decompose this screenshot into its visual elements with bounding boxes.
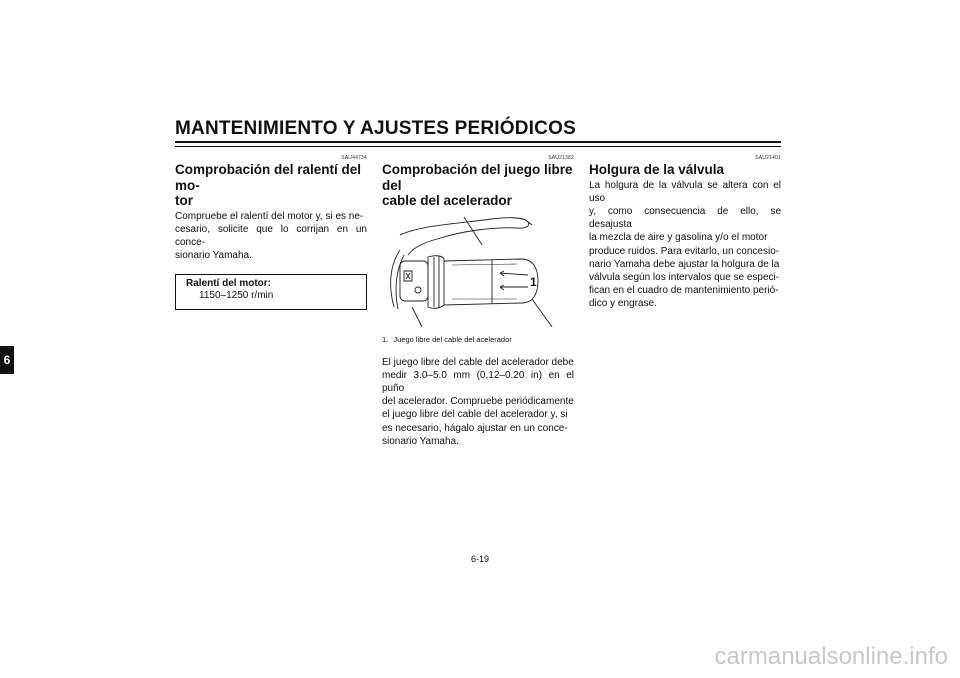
header-rule-thin (175, 146, 781, 147)
section-body: La holgura de la válvula se altera con el uso y, como consecuencia de ello, se desajusta la mezcla de aire y gasolina y/o el motor produce ruidos. Para evitarlo, un concesio- nario Yamaha debe ajustar la holgura de la válvula según los intervalos que se especi- fican en el cuadro de mantenimiento perió- dico y engrase. (589, 179, 781, 310)
page-header-title: MANTENIMIENTO Y AJUSTES PERIÓDICOS (175, 118, 576, 139)
chapter-tab (0, 346, 14, 374)
section-code: SAU21382 (548, 155, 574, 161)
caption-text: Juego libre del cable del acelerador (393, 334, 512, 344)
section-title: Comprobación del juego libre del cable del acelerador (382, 162, 573, 208)
throttle-grip-illustration (382, 215, 574, 327)
figure-callout: 1 (530, 274, 537, 289)
section-title: Holgura de la válvula (589, 162, 725, 177)
section-body: Compruebe el ralentí del motor y, si es ne- cesario, solicite que lo corrijan en un conce- sionario Yamaha. (175, 210, 367, 262)
page-number: 6-19 (470, 554, 489, 564)
section-throttle-cable (382, 155, 574, 448)
section-code: SAU21401 (755, 155, 781, 161)
spec-box (175, 274, 367, 310)
watermark: carmanualsonline.info (714, 643, 948, 670)
header-rule (175, 141, 781, 143)
section-idle-speed (175, 155, 367, 310)
section-title: Comprobación del ralentí del mo- tor (175, 162, 362, 208)
spec-label: Ralentí del motor: (186, 278, 272, 290)
chapter-tab-number: 6 (3, 353, 11, 367)
section-body: El juego libre del cable del acelerador debe medir 3.0–5.0 mm (0.12–0.20 in) en el puño del acelerador. Compruebe periódicamente el juego libre del cable del acelerador y, si es necesario, hágalo ajustar en un conce- sionario Yamaha. (382, 356, 574, 447)
spec-value: 1150–1250 r/min (199, 290, 274, 302)
figure-caption (382, 335, 574, 345)
section-code: SAU44734 (341, 155, 367, 161)
throttle-grip-drawing (382, 215, 574, 327)
caption-number: 1. (382, 334, 389, 344)
section-valve-clearance (589, 155, 781, 311)
